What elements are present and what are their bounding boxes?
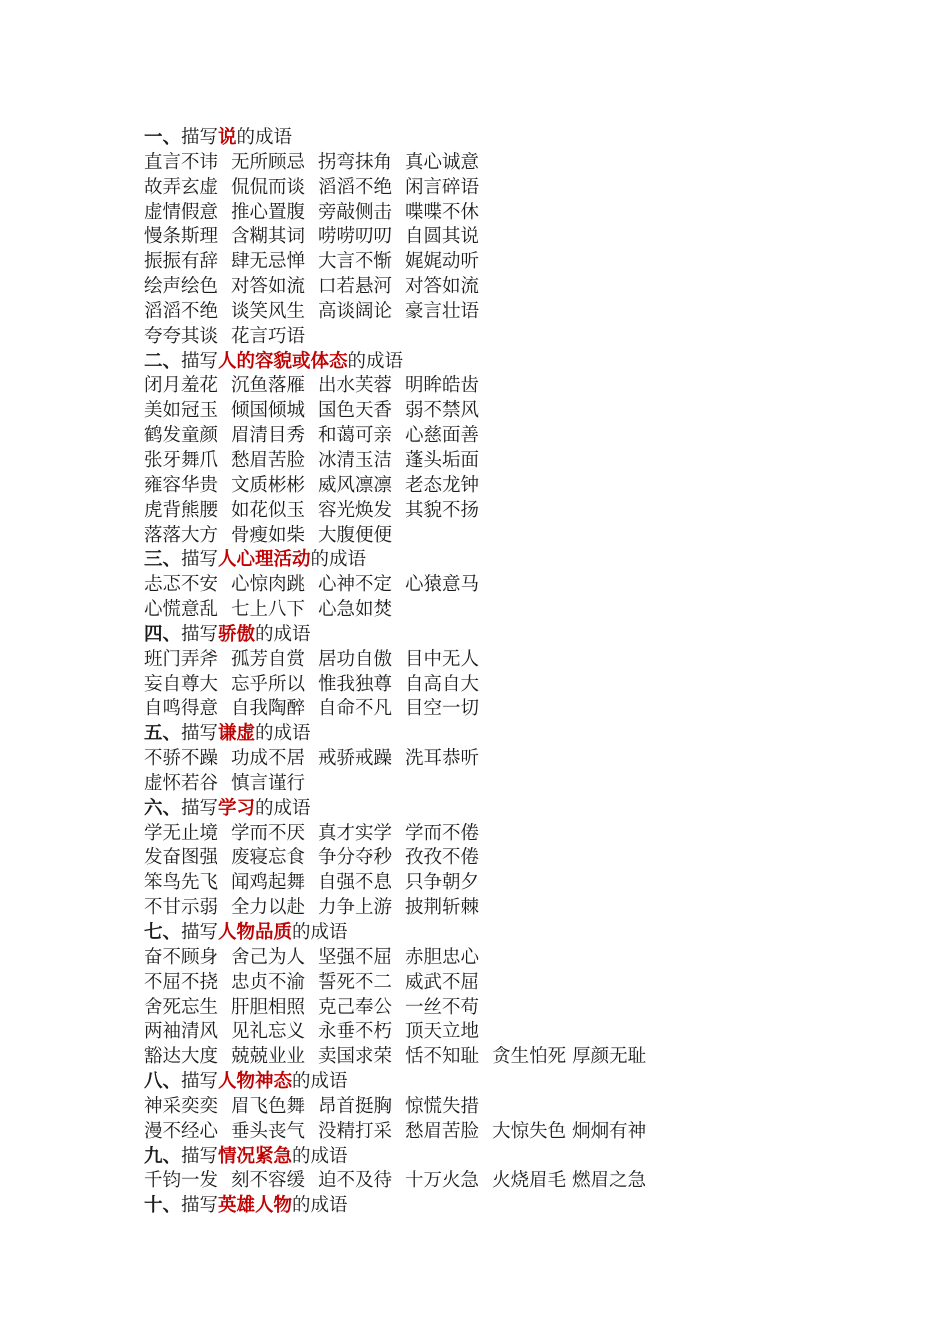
idiom: 忘乎所以 (231, 673, 306, 695)
heading-post: 的成语 (310, 549, 367, 571)
idiom: 心惊肉跳 (231, 574, 306, 596)
idiom: 垂头丧气 (231, 1120, 306, 1142)
idiom: 燃眉之急 (572, 1170, 647, 1192)
idiom: 厚颜无耻 (572, 1046, 647, 1068)
idiom: 虎背熊腰 (144, 499, 219, 521)
idiom: 肝胆相照 (231, 996, 306, 1018)
idiom: 克己奉公 (318, 996, 393, 1018)
idiom-row (144, 176, 844, 201)
heading-pre: 描写 (181, 549, 219, 571)
idiom: 鹤发童颜 (144, 425, 219, 447)
idiom: 自强不息 (318, 872, 393, 894)
idiom: 卖国求荣 (318, 1046, 393, 1068)
idiom-row (144, 971, 844, 996)
section-heading (144, 1070, 844, 1095)
section-heading (144, 623, 844, 648)
idiom-row (144, 1120, 844, 1145)
idiom: 蓬头垢面 (405, 449, 480, 471)
idiom: 推心置腹 (231, 201, 306, 223)
heading-post: 的成语 (292, 922, 348, 943)
idiom: 昂首挺胸 (318, 1095, 393, 1117)
idiom-row (144, 697, 844, 722)
idiom-row (144, 449, 844, 474)
idiom: 心急如焚 (318, 599, 393, 621)
idiom-row (144, 846, 844, 871)
idiom: 洗耳恭听 (405, 748, 480, 770)
idiom: 废寝忘食 (231, 847, 306, 869)
idiom: 冰清玉洁 (318, 449, 393, 471)
heading-num: 四、 (144, 623, 182, 645)
heading-pre: 描写 (181, 1195, 219, 1217)
idiom-row (144, 747, 844, 772)
heading-hl: 人的容貌或体态 (218, 350, 348, 372)
heading-pre: 描写 (181, 350, 219, 372)
idiom: 学无止境 (144, 822, 219, 844)
section-heading (144, 548, 844, 573)
section-heading (144, 1194, 844, 1219)
heading-post: 的成语 (255, 797, 311, 819)
idiom: 慢条斯理 (144, 226, 219, 248)
idiom-row (144, 772, 844, 797)
idiom: 豁达大度 (144, 1046, 219, 1068)
idiom: 奋不顾身 (144, 946, 219, 968)
heading-hl: 学习 (218, 797, 256, 819)
idiom: 闻鸡起舞 (231, 872, 306, 894)
idiom: 顶天立地 (405, 1021, 480, 1043)
idiom: 弱不禁风 (405, 400, 480, 422)
idiom: 倾国倾城 (231, 400, 306, 422)
idiom: 舍死忘生 (144, 996, 219, 1018)
idiom: 虚怀若谷 (144, 772, 219, 794)
idiom: 虚情假意 (144, 201, 219, 223)
idiom: 闭月羞花 (144, 375, 219, 397)
idiom: 大言不惭 (318, 251, 393, 273)
heading-num: 七、 (144, 922, 182, 943)
idiom-row (144, 946, 844, 971)
idiom: 愁眉苦脸 (405, 1120, 480, 1142)
idiom-row (144, 225, 844, 250)
idiom: 刻不容缓 (231, 1170, 306, 1192)
idiom: 自我陶醉 (231, 698, 306, 720)
idiom: 对答如流 (405, 276, 480, 298)
idiom: 喋喋不休 (405, 201, 480, 223)
idiom: 戒骄戒躁 (318, 748, 393, 770)
idiom-row (144, 399, 844, 424)
idiom: 力争上游 (318, 897, 393, 919)
idiom: 绘声绘色 (144, 276, 219, 298)
idiom: 不骄不躁 (144, 748, 219, 770)
heading-post: 的成语 (255, 623, 311, 645)
idiom: 谈笑风生 (231, 300, 306, 322)
idiom-row (144, 1020, 844, 1045)
idiom: 孤芳自赏 (231, 648, 306, 670)
idiom-row (144, 996, 844, 1021)
idiom-row (144, 499, 844, 524)
idiom: 两袖清风 (144, 1021, 219, 1043)
idiom-row (144, 275, 844, 300)
idiom: 含糊其词 (231, 226, 306, 248)
idiom: 只争朝夕 (405, 872, 480, 894)
idiom: 旁敲侧击 (318, 201, 393, 223)
idiom: 目中无人 (405, 648, 480, 670)
idiom-row (144, 300, 844, 325)
section-heading (144, 1145, 844, 1170)
heading-num: 九、 (144, 1145, 182, 1167)
heading-post: 的成语 (292, 1071, 348, 1093)
idiom: 老态龙钟 (405, 474, 480, 496)
idiom: 誓死不二 (318, 971, 393, 993)
idiom: 豪言壮语 (405, 300, 480, 322)
idiom: 忐忑不安 (144, 574, 219, 596)
idiom: 口若悬河 (318, 276, 393, 298)
idiom: 舍己为人 (231, 946, 306, 968)
idiom: 班门弄斧 (144, 648, 219, 670)
heading-num: 八、 (144, 1071, 182, 1093)
idiom-row (144, 1095, 844, 1120)
idiom: 眉飞色舞 (231, 1095, 306, 1117)
idiom: 迫不及待 (318, 1170, 393, 1192)
idiom: 愁眉苦脸 (231, 449, 306, 471)
heading-hl: 说 (218, 127, 237, 148)
idiom-row (144, 524, 844, 549)
heading-num: 二、 (144, 350, 182, 372)
heading-num: 一、 (144, 127, 182, 148)
idiom: 披荆斩棘 (405, 897, 480, 919)
idiom: 赤胆忠心 (405, 946, 480, 968)
idiom: 闲言碎语 (405, 176, 480, 198)
idiom: 美如冠玉 (144, 400, 219, 422)
heading-hl: 人物品质 (218, 922, 293, 943)
idiom: 漫不经心 (144, 1120, 219, 1142)
idiom: 故弄玄虚 (144, 176, 219, 198)
idiom: 全力以赴 (231, 897, 306, 919)
heading-post: 的成语 (292, 1195, 348, 1217)
idiom: 神采奕奕 (144, 1095, 219, 1117)
idiom: 对答如流 (231, 276, 306, 298)
idiom: 真心诚意 (405, 151, 480, 173)
idiom-row (144, 573, 844, 598)
idiom: 兢兢业业 (231, 1046, 306, 1068)
idiom: 容光焕发 (318, 499, 393, 521)
idiom: 七上八下 (231, 599, 306, 621)
idiom: 一丝不苟 (405, 996, 480, 1018)
idiom: 高谈阔论 (318, 300, 393, 322)
idiom: 心神不定 (318, 574, 393, 596)
idiom: 没精打采 (318, 1120, 393, 1142)
idiom: 沉鱼落雁 (231, 375, 306, 397)
idiom: 滔滔不绝 (144, 300, 219, 322)
idiom: 其貌不扬 (405, 499, 480, 521)
idiom: 直言不讳 (144, 151, 219, 173)
section-heading (144, 350, 844, 375)
idiom: 雍容华贵 (144, 474, 219, 496)
idiom: 争分夺秒 (318, 847, 393, 869)
heading-num: 五、 (144, 723, 182, 745)
heading-pre: 描写 (181, 1145, 219, 1167)
heading-post: 的成语 (236, 127, 293, 148)
idiom: 唠唠叨叨 (318, 226, 393, 248)
idiom: 心慌意乱 (144, 599, 219, 621)
heading-hl: 人心理活动 (218, 549, 311, 571)
idiom-row (144, 822, 844, 847)
idiom-row (144, 374, 844, 399)
idiom-row (144, 648, 844, 673)
idiom: 恬不知耻 (405, 1046, 480, 1068)
heading-pre: 描写 (181, 623, 219, 645)
idiom: 自圆其说 (405, 226, 480, 248)
idiom: 国色天香 (318, 400, 393, 422)
idiom-row (144, 250, 844, 275)
idiom: 十万火急 (405, 1170, 480, 1192)
idiom: 无所顾忌 (231, 151, 306, 173)
idiom: 落落大方 (144, 524, 219, 546)
idiom: 惊慌失措 (405, 1095, 480, 1117)
idiom: 文质彬彬 (231, 474, 306, 496)
heading-pre: 描写 (181, 922, 219, 943)
idiom-row (144, 673, 844, 698)
idiom: 忠贞不渝 (231, 971, 306, 993)
idiom: 振振有辞 (144, 251, 219, 273)
idiom-row (144, 424, 844, 449)
heading-pre: 描写 (181, 127, 219, 148)
heading-pre: 描写 (181, 1071, 219, 1093)
idiom: 目空一切 (405, 698, 480, 720)
idiom: 肆无忌惮 (231, 251, 306, 273)
heading-hl: 骄傲 (218, 623, 256, 645)
idiom: 不甘示弱 (144, 897, 219, 919)
idiom: 见礼忘义 (231, 1021, 306, 1043)
idiom: 娓娓动听 (405, 251, 480, 273)
heading-num: 十、 (144, 1195, 182, 1217)
idiom: 眉清目秀 (231, 425, 306, 447)
idiom: 永垂不朽 (318, 1021, 393, 1043)
idiom: 发奋图强 (144, 847, 219, 869)
idiom: 功成不居 (231, 748, 306, 770)
idiom-row (144, 151, 844, 176)
idiom: 坚强不屈 (318, 946, 393, 968)
idiom-row (144, 871, 844, 896)
idiom: 妄自尊大 (144, 673, 219, 695)
idiom: 侃侃而谈 (231, 176, 306, 198)
idiom-row (144, 1169, 844, 1194)
idiom: 居功自傲 (318, 648, 393, 670)
idiom-document (144, 126, 844, 1219)
idiom: 千钧一发 (144, 1170, 219, 1192)
idiom: 威武不屈 (405, 971, 480, 993)
idiom-row (144, 598, 844, 623)
idiom: 如花似玉 (231, 499, 306, 521)
section-heading (144, 126, 844, 151)
idiom: 慎言谨行 (231, 772, 306, 794)
heading-num: 六、 (144, 797, 182, 819)
heading-hl: 英雄人物 (218, 1195, 293, 1217)
idiom: 自鸣得意 (144, 698, 219, 720)
heading-post: 的成语 (292, 1145, 348, 1167)
idiom: 火烧眉毛 (492, 1170, 567, 1192)
section-heading (144, 921, 844, 946)
idiom: 明眸皓齿 (405, 375, 480, 397)
idiom: 大惊失色 (492, 1120, 567, 1142)
idiom: 不屈不挠 (144, 971, 219, 993)
idiom: 自命不凡 (318, 698, 393, 720)
section-heading (144, 797, 844, 822)
idiom: 学而不厌 (231, 822, 306, 844)
heading-num: 三、 (144, 549, 182, 571)
idiom-row (144, 896, 844, 921)
heading-hl: 人物神态 (218, 1071, 293, 1093)
heading-hl: 情况紧急 (218, 1145, 293, 1167)
idiom: 大腹便便 (318, 524, 393, 546)
idiom: 真才实学 (318, 822, 393, 844)
idiom: 滔滔不绝 (318, 176, 393, 198)
heading-post: 的成语 (347, 350, 404, 372)
idiom: 花言巧语 (231, 325, 306, 347)
idiom: 心慈面善 (405, 425, 480, 447)
idiom-row (144, 325, 844, 350)
idiom-row (144, 1045, 844, 1070)
heading-pre: 描写 (181, 797, 219, 819)
heading-pre: 描写 (181, 723, 219, 745)
idiom: 炯炯有神 (572, 1120, 647, 1142)
idiom: 夸夸其谈 (144, 325, 219, 347)
idiom: 和蔼可亲 (318, 425, 393, 447)
idiom: 威风凛凛 (318, 474, 393, 496)
idiom: 出水芙蓉 (318, 375, 393, 397)
idiom: 自高自大 (405, 673, 480, 695)
heading-hl: 谦虚 (218, 723, 256, 745)
idiom: 笨鸟先飞 (144, 872, 219, 894)
idiom: 张牙舞爪 (144, 449, 219, 471)
idiom: 孜孜不倦 (405, 847, 480, 869)
idiom-row (144, 201, 844, 226)
heading-post: 的成语 (255, 723, 311, 745)
idiom: 学而不倦 (405, 822, 480, 844)
idiom: 拐弯抹角 (318, 151, 393, 173)
idiom: 贪生怕死 (492, 1046, 567, 1068)
idiom: 心猿意马 (405, 574, 480, 596)
idiom-row (144, 474, 844, 499)
idiom: 骨瘦如柴 (231, 524, 306, 546)
idiom: 惟我独尊 (318, 673, 393, 695)
section-heading (144, 722, 844, 747)
